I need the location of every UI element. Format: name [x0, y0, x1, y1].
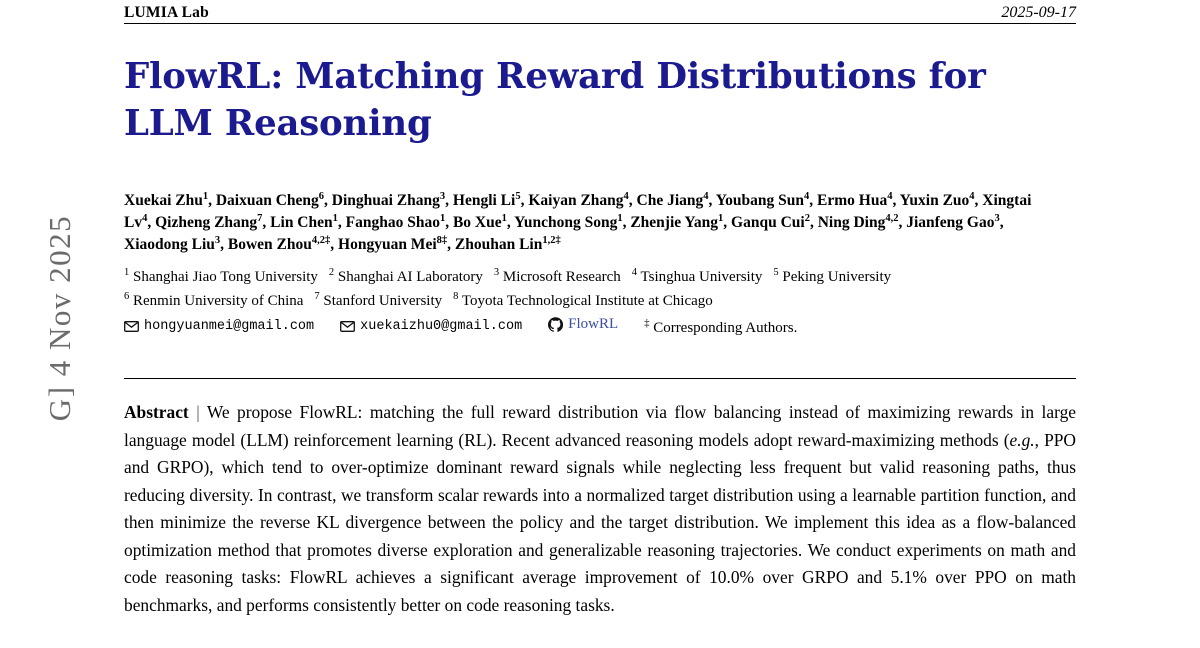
envelope-icon	[340, 321, 355, 332]
running-header	[124, 0, 1076, 22]
corresponding-text: Corresponding Authors.	[653, 320, 798, 337]
arxiv-stamp-text: G] 4 Nov 2025	[42, 214, 77, 422]
github-icon	[548, 317, 563, 332]
corresponding-marker: ‡	[644, 318, 650, 330]
running-header-left: LUMIA Lab	[124, 4, 209, 21]
header-rule	[124, 23, 1076, 24]
page-title: FlowRL: Matching Reward Distributions for LLM Reasoning	[124, 56, 986, 144]
email-2[interactable]	[340, 319, 522, 334]
abstract-divider: |	[196, 402, 200, 423]
contact-row	[124, 316, 1076, 337]
abstract-block	[124, 399, 1076, 619]
paper-page	[124, 0, 1076, 648]
email-1[interactable]	[124, 319, 314, 334]
email-2-text: xuekaizhu0@gmail.com	[360, 319, 523, 335]
github-repo-label[interactable]: FlowRL	[568, 316, 619, 333]
envelope-icon	[124, 321, 139, 332]
corresponding-note	[644, 318, 797, 337]
affiliation-list: $^1$ Shanghai Jiao Tong University $^2$ Shanghai AI Laboratory $^3$ Microsoft Research $^4$ Tsinghua University $^5$ Peking University $^6$ Renmin University of China $^7$ Stanford University $^8$ Toyota Technological Institute at Chicago	[124, 267, 892, 309]
author-list: Xuekai Zhu$^1$, Daixuan Cheng$^6$, Dinghuai Zhang$^3$, Hengli Li$^5$, Kaiyan Zhang$^4$, Che Jiang$^4$, Youbang Sun$^4$, Ermo Hua$^4$, Yuxin Zuo$^4$, Xingtai Lv$^4$, Qizheng Zhang$^7$, Lin Chen$^1$, Fanghao Shao$^1$, Bo Xue$^1$, Yunchong Song$^1$, Zhenjie Yang$^1$, Ganqu Cui$^2$, Ning Ding$^{4,2}$, Jianfeng Gao$^3$, Xiaodong Liu$^3$, Bowen Zhou$^{4,2\ddagger}$, Hongyuan Mei$^{8\ddagger}$, Zhouhan Lin$^{1,2\ddagger}$	[124, 190, 1032, 254]
running-header-date: 2025-09-17	[1001, 4, 1076, 21]
email-1-text: hongyuanmei@gmail.com	[144, 319, 315, 335]
abstract-text: We propose FlowRL: matching the full reward distribution via flow balancing instead of maximizing rewards in large language model (LLM) reinforcement learning (RL). Recent advanced reasoning models adopt reward-maximizing methods (e.g., PPO and GRPO), which tend to over-optimize dominant reward signals while neglecting less frequent but valid reasoning paths, thus reducing diversity. In contrast, we transform scalar rewards into a normalized target distribution using a learnable partition function, and then minimize the reverse KL divergence between the policy and the target distribution. We implement this idea as a flow-balanced optimization method that promotes diverse exploration and generalizable reasoning trajectories. We conduct experiments on math and code reasoning tasks: FlowRL achieves a significant average improvement of 10.0% over GRPO and 5.1% over PPO on math benchmarks, and performs consistently better on code reasoning tasks.	[124, 402, 1076, 615]
arxiv-stamp	[0, 0, 124, 648]
abstract-rule	[124, 378, 1076, 379]
github-repo-link[interactable]	[548, 316, 618, 333]
abstract-label: Abstract	[124, 402, 189, 423]
